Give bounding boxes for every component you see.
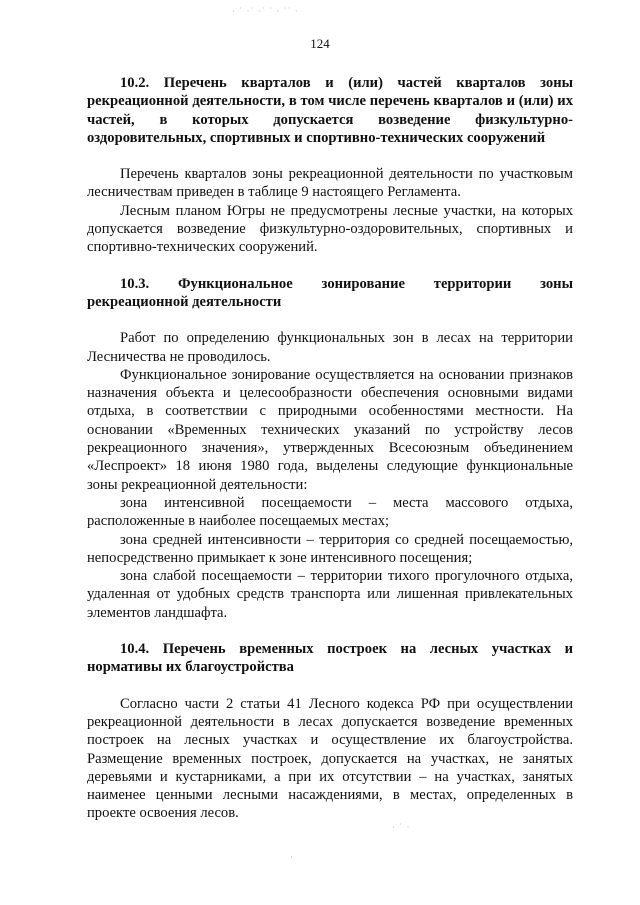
document-body <box>87 74 573 823</box>
section-heading-10-4: 10.4. Перечень временных построек на лесных участках и нормативы их благоустройства <box>87 641 573 676</box>
list-item: зона средней интенсивности – территория со средней посещаемостью, непосредственно примыкает к зоне интенсивного посещения; <box>87 531 573 566</box>
paragraph: Согласно части 2 статьи 41 Лесного кодекса РФ при осуществлении рекреационной деятельности в лесах допускается возведение временных построек на лесных участках и осуществление их благоустройства. Размещение временных построек, допускается на участках, не занятых деревьями и кустарниками, а при их отсутствии – на участках, занятых наименее ценными лесными насаждениями, в местах, определенных в проекте освоения лесов. <box>87 695 573 822</box>
paragraph: Лесным планом Югры не предусмотрены лесные участки, на которых допускается возведение физкультурно-оздоровительных, спортивных и спортивно-технических сооружений. <box>87 202 573 256</box>
list-item: зона интенсивной посещаемости – места массового отдыха, расположенные в наиболее посещаемых местах; <box>87 494 573 530</box>
paragraph: Функциональное зонирование осуществляется на основании признаков назначения объекта и целесообразности обеспечения основными видами отдыха, в соответствии с природными особенностями местности. На основании «Временных технических указаний по устройству лесов рекреационного значения», утвержденных Всесоюзным объединением «Леспроект» 18 июня 1980 года, выделены следующие функциональные зоны рекреационной деятельности: <box>87 366 573 493</box>
scan-artifact: · ˙ ·˙ ·˙ ˙ · ˙˙ · <box>232 6 299 16</box>
page-number: 124 <box>310 36 330 51</box>
paragraph: Работ по определению функциональных зон в лесах на территории Лесничества не проводилось. <box>87 330 573 365</box>
section-heading-10-3: 10.3. Функциональное зонирование территории зоны рекреационной деятельности <box>87 275 573 310</box>
scan-artifact: · <box>290 852 294 862</box>
section-heading-10-2: 10.2. Перечень кварталов и (или) частей кварталов зоны рекреационной деятельности, в том числе перечень кварталов и (или) их частей, в которых допускается возведение физкультурно-оздоровительных, спортивных и спортивно-технических сооружений <box>87 75 573 146</box>
list-item: зона слабой посещаемости – территории тихого прогулочного отдыха, удаленная от удобных средств транспорта или лишенная привлекательных элементов ландшафта. <box>87 568 573 621</box>
paragraph: Перечень кварталов зоны рекреационной деятельности по участковым лесничествам приведен в таблице 9 настоящего Регламента. <box>87 166 573 201</box>
scan-artifact: · ˙ · <box>392 822 411 832</box>
